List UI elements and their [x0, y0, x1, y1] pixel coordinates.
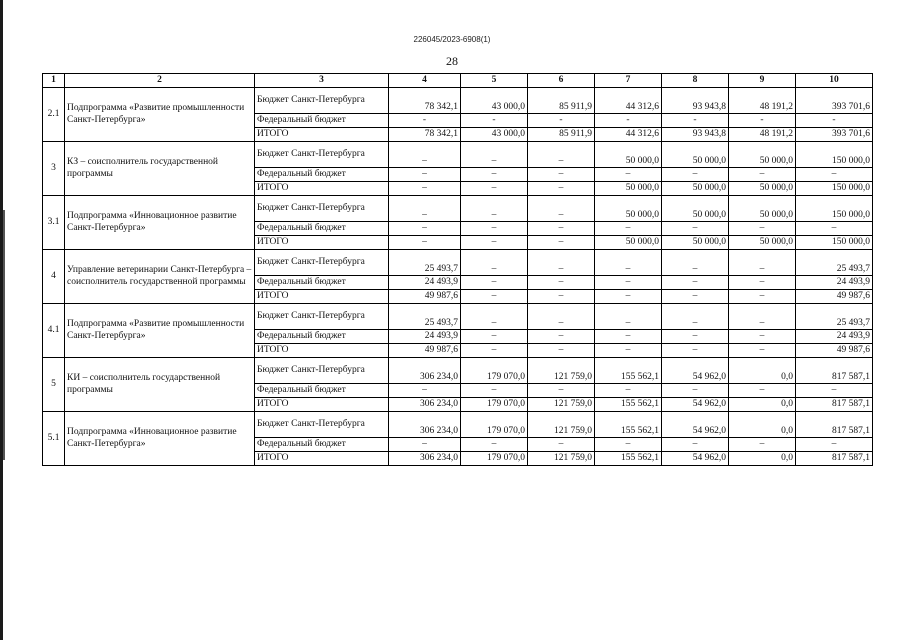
amount-cell: 54 962,0 — [662, 452, 729, 466]
amount-cell: – — [796, 222, 873, 236]
amount-cell: – — [528, 344, 595, 358]
funding-source: Бюджет Санкт-Петербурга — [255, 142, 389, 168]
program-name: Управление ветеринарии Санкт-Петербурга – соисполнитель государственной программы — [65, 250, 255, 304]
amount-cell: 306 234,0 — [389, 358, 461, 384]
program-name: Подпрограмма «Инновационное развитие Санкт-Петербурга» — [65, 196, 255, 250]
amount-cell: 179 070,0 — [461, 358, 528, 384]
program-name: Подпрограмма «Инновационное развитие Санкт-Петербурга» — [65, 412, 255, 466]
row-number: 4 — [43, 250, 65, 304]
amount-cell: 393 701,6 — [796, 128, 873, 142]
funding-source: Федеральный бюджет — [255, 114, 389, 128]
column-header: 8 — [662, 74, 729, 88]
amount-cell: – — [461, 250, 528, 276]
amount-cell: 121 759,0 — [528, 452, 595, 466]
program-name: КИ – соисполнитель государственной программы — [65, 358, 255, 412]
amount-cell: 817 587,1 — [796, 358, 873, 384]
table-row — [43, 142, 873, 168]
amount-cell: – — [461, 304, 528, 330]
amount-cell: – — [595, 344, 662, 358]
amount-cell: – — [662, 438, 729, 452]
amount-cell: 150 000,0 — [796, 142, 873, 168]
amount-cell: 0,0 — [729, 452, 796, 466]
amount-cell: – — [729, 222, 796, 236]
amount-cell: 817 587,1 — [796, 398, 873, 412]
page-number: 28 — [446, 54, 458, 68]
amount-cell: 179 070,0 — [461, 452, 528, 466]
amount-cell: – — [461, 196, 528, 222]
column-header: 2 — [65, 74, 255, 88]
amount-cell: – — [528, 330, 595, 344]
column-header: 10 — [796, 74, 873, 88]
amount-cell: 85 911,9 — [528, 88, 595, 114]
amount-cell: – — [528, 168, 595, 182]
amount-cell: – — [461, 182, 528, 196]
amount-cell: 43 000,0 — [461, 128, 528, 142]
amount-cell: – — [389, 182, 461, 196]
amount-cell: 43 000,0 — [461, 88, 528, 114]
amount-cell: – — [796, 384, 873, 398]
table-row — [43, 250, 873, 276]
funding-source: ИТОГО — [255, 236, 389, 250]
amount-cell: 93 943,8 — [662, 88, 729, 114]
amount-cell: – — [389, 236, 461, 250]
column-header: 4 — [389, 74, 461, 88]
column-header: 7 — [595, 74, 662, 88]
amount-cell: 50 000,0 — [595, 142, 662, 168]
amount-cell: 121 759,0 — [528, 398, 595, 412]
amount-cell: 49 987,6 — [389, 344, 461, 358]
amount-cell: – — [528, 304, 595, 330]
amount-cell: – — [729, 330, 796, 344]
amount-cell: – — [595, 330, 662, 344]
amount-cell: – — [595, 290, 662, 304]
amount-cell: – — [662, 168, 729, 182]
document-id: 226045/2023-6908(1) — [413, 35, 491, 44]
amount-cell: 93 943,8 — [662, 128, 729, 142]
amount-cell: – — [461, 290, 528, 304]
row-number: 5 — [43, 358, 65, 412]
amount-cell: – — [662, 384, 729, 398]
funding-source: Федеральный бюджет — [255, 330, 389, 344]
amount-cell: 48 191,2 — [729, 128, 796, 142]
amount-cell: 25 493,7 — [389, 250, 461, 276]
funding-source: Федеральный бюджет — [255, 438, 389, 452]
amount-cell: – — [461, 168, 528, 182]
program-name: КЗ – соисполнитель государственной программы — [65, 142, 255, 196]
amount-cell: 54 962,0 — [662, 412, 729, 438]
amount-cell: – — [729, 250, 796, 276]
row-number: 3.1 — [43, 196, 65, 250]
row-number: 2.1 — [43, 88, 65, 142]
amount-cell: – — [461, 276, 528, 290]
column-header: 1 — [43, 74, 65, 88]
amount-cell: – — [528, 222, 595, 236]
amount-cell: – — [389, 142, 461, 168]
amount-cell: – — [729, 290, 796, 304]
amount-cell: 85 911,9 — [528, 128, 595, 142]
table-row — [43, 88, 873, 114]
amount-cell: 817 587,1 — [796, 452, 873, 466]
amount-cell: – — [528, 438, 595, 452]
amount-cell: 155 562,1 — [595, 412, 662, 438]
funding-source: Федеральный бюджет — [255, 222, 389, 236]
column-header: 6 — [528, 74, 595, 88]
amount-cell: - — [729, 114, 796, 128]
table-row — [43, 358, 873, 384]
amount-cell: 50 000,0 — [729, 196, 796, 222]
amount-cell: 155 562,1 — [595, 398, 662, 412]
amount-cell: 50 000,0 — [729, 236, 796, 250]
amount-cell: 50 000,0 — [662, 182, 729, 196]
funding-source: ИТОГО — [255, 128, 389, 142]
amount-cell: 121 759,0 — [528, 358, 595, 384]
amount-cell: – — [461, 438, 528, 452]
amount-cell: 24 493,9 — [796, 330, 873, 344]
amount-cell: – — [729, 384, 796, 398]
amount-cell: – — [662, 222, 729, 236]
scan-edge-mark — [3, 210, 5, 460]
amount-cell: 24 493,9 — [389, 276, 461, 290]
funding-source: ИТОГО — [255, 182, 389, 196]
amount-cell: 0,0 — [729, 412, 796, 438]
amount-cell: 24 493,9 — [389, 330, 461, 344]
row-number: 3 — [43, 142, 65, 196]
amount-cell: - — [595, 114, 662, 128]
program-name: Подпрограмма «Развитие промышленности Санкт-Петербурга» — [65, 304, 255, 358]
column-header: 3 — [255, 74, 389, 88]
funding-source: ИТОГО — [255, 398, 389, 412]
amount-cell: - — [389, 114, 461, 128]
amount-cell: – — [595, 250, 662, 276]
funding-source: Федеральный бюджет — [255, 168, 389, 182]
amount-cell: – — [729, 168, 796, 182]
amount-cell: 50 000,0 — [662, 236, 729, 250]
amount-cell: - — [461, 114, 528, 128]
funding-source: Бюджет Санкт-Петербурга — [255, 88, 389, 114]
program-name: Подпрограмма «Развитие промышленности Санкт-Петербурга» — [65, 88, 255, 142]
column-header: 9 — [729, 74, 796, 88]
amount-cell: – — [729, 304, 796, 330]
amount-cell: 24 493,9 — [796, 276, 873, 290]
amount-cell: – — [595, 384, 662, 398]
funding-source: ИТОГО — [255, 344, 389, 358]
funding-source: Бюджет Санкт-Петербурга — [255, 196, 389, 222]
amount-cell: – — [595, 304, 662, 330]
amount-cell: – — [528, 196, 595, 222]
amount-cell: 179 070,0 — [461, 398, 528, 412]
amount-cell: 50 000,0 — [729, 142, 796, 168]
amount-cell: 25 493,7 — [389, 304, 461, 330]
amount-cell: – — [595, 276, 662, 290]
amount-cell: 44 312,6 — [595, 88, 662, 114]
amount-cell: – — [796, 438, 873, 452]
amount-cell: – — [796, 168, 873, 182]
amount-cell: – — [595, 168, 662, 182]
amount-cell: – — [528, 142, 595, 168]
amount-cell: – — [662, 276, 729, 290]
amount-cell: – — [662, 290, 729, 304]
funding-source: Федеральный бюджет — [255, 384, 389, 398]
funding-source: ИТОГО — [255, 452, 389, 466]
amount-cell: 306 234,0 — [389, 412, 461, 438]
row-number: 5.1 — [43, 412, 65, 466]
amount-cell: 150 000,0 — [796, 236, 873, 250]
amount-cell: 50 000,0 — [595, 236, 662, 250]
amount-cell: 50 000,0 — [595, 182, 662, 196]
column-header: 5 — [461, 74, 528, 88]
amount-cell: 78 342,1 — [389, 88, 461, 114]
amount-cell: – — [389, 168, 461, 182]
amount-cell: – — [662, 304, 729, 330]
amount-cell: 49 987,6 — [796, 290, 873, 304]
amount-cell: – — [528, 182, 595, 196]
table-row — [43, 196, 873, 222]
amount-cell: 25 493,7 — [796, 304, 873, 330]
amount-cell: 78 342,1 — [389, 128, 461, 142]
amount-cell: – — [528, 276, 595, 290]
table-row — [43, 412, 873, 438]
amount-cell: 817 587,1 — [796, 412, 873, 438]
amount-cell: – — [662, 344, 729, 358]
amount-cell: 150 000,0 — [796, 182, 873, 196]
budget-table — [42, 73, 873, 466]
amount-cell: – — [389, 222, 461, 236]
amount-cell: 25 493,7 — [796, 250, 873, 276]
amount-cell: – — [595, 438, 662, 452]
amount-cell: 0,0 — [729, 398, 796, 412]
table-body — [43, 88, 873, 466]
amount-cell: 54 962,0 — [662, 398, 729, 412]
amount-cell: 48 191,2 — [729, 88, 796, 114]
column-number-row — [43, 74, 873, 88]
amount-cell: – — [528, 384, 595, 398]
row-number: 4.1 — [43, 304, 65, 358]
amount-cell: 155 562,1 — [595, 358, 662, 384]
amount-cell: - — [662, 114, 729, 128]
amount-cell: – — [461, 384, 528, 398]
amount-cell: – — [528, 236, 595, 250]
amount-cell: 0,0 — [729, 358, 796, 384]
amount-cell: 50 000,0 — [729, 182, 796, 196]
amount-cell: 50 000,0 — [662, 196, 729, 222]
amount-cell: 179 070,0 — [461, 412, 528, 438]
amount-cell: – — [461, 344, 528, 358]
amount-cell: – — [461, 222, 528, 236]
funding-source: Бюджет Санкт-Петербурга — [255, 304, 389, 330]
amount-cell: – — [662, 330, 729, 344]
amount-cell: 306 234,0 — [389, 452, 461, 466]
amount-cell: 50 000,0 — [662, 142, 729, 168]
amount-cell: – — [461, 330, 528, 344]
amount-cell: – — [662, 250, 729, 276]
funding-source: Бюджет Санкт-Петербурга — [255, 250, 389, 276]
amount-cell: – — [729, 276, 796, 290]
amount-cell: - — [796, 114, 873, 128]
amount-cell: 54 962,0 — [662, 358, 729, 384]
amount-cell: 50 000,0 — [595, 196, 662, 222]
amount-cell: – — [528, 250, 595, 276]
funding-source: Бюджет Санкт-Петербурга — [255, 412, 389, 438]
funding-source: ИТОГО — [255, 290, 389, 304]
amount-cell: – — [528, 290, 595, 304]
table-row — [43, 304, 873, 330]
amount-cell: – — [729, 438, 796, 452]
amount-cell: 121 759,0 — [528, 412, 595, 438]
amount-cell: 44 312,6 — [595, 128, 662, 142]
amount-cell: 49 987,6 — [796, 344, 873, 358]
amount-cell: – — [595, 222, 662, 236]
amount-cell: 393 701,6 — [796, 88, 873, 114]
funding-source: Федеральный бюджет — [255, 276, 389, 290]
amount-cell: – — [389, 438, 461, 452]
amount-cell: – — [729, 344, 796, 358]
funding-source: Бюджет Санкт-Петербурга — [255, 358, 389, 384]
amount-cell: 49 987,6 — [389, 290, 461, 304]
amount-cell: 306 234,0 — [389, 398, 461, 412]
amount-cell: – — [461, 236, 528, 250]
amount-cell: – — [461, 142, 528, 168]
amount-cell: – — [389, 384, 461, 398]
amount-cell: 150 000,0 — [796, 196, 873, 222]
amount-cell: - — [528, 114, 595, 128]
amount-cell: 155 562,1 — [595, 452, 662, 466]
amount-cell: – — [389, 196, 461, 222]
